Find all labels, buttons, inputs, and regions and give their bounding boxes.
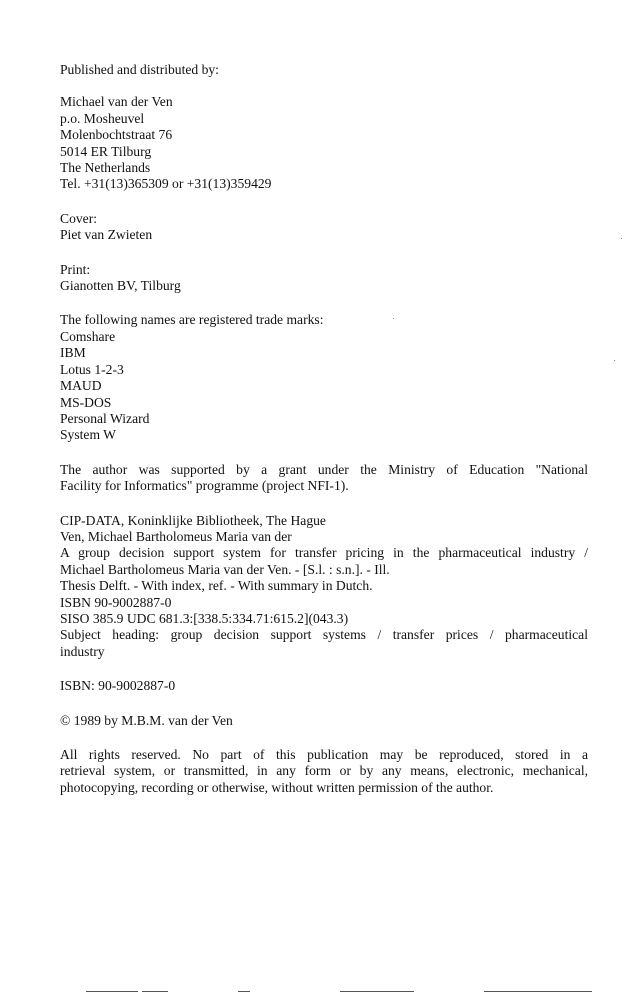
scan-speck bbox=[393, 318, 394, 319]
cip-line: Michael Bartholomeus Maria van der Ven. - [S.l. : s.n.]. - Ill. bbox=[60, 561, 390, 577]
trademark-item: Personal Wizard bbox=[60, 410, 150, 426]
cip-line: Subject heading: group decision support systems / transfer prices / pharmaceutical bbox=[60, 627, 588, 643]
publisher-city: 5014 ER Tilburg bbox=[60, 143, 152, 159]
publisher-telephone: Tel. +31(13)365309 or +31(13)359429 bbox=[60, 176, 272, 192]
trademark-item: MS-DOS bbox=[60, 394, 112, 410]
publisher-name: Michael van der Ven bbox=[60, 94, 173, 110]
scan-rule bbox=[86, 991, 138, 992]
cip-line: SISO 385.9 UDC 681.3:[338.5:334.71:615.2](043.3) bbox=[60, 610, 349, 626]
printer-name: Gianotten BV, Tilburg bbox=[60, 278, 181, 294]
copyright-line: © 1989 by M.B.M. van der Ven bbox=[60, 712, 233, 728]
scan-rule bbox=[484, 991, 592, 992]
print-section bbox=[60, 262, 588, 295]
colophon-page bbox=[60, 62, 588, 796]
publisher-country: The Netherlands bbox=[60, 160, 151, 176]
trademarks-section bbox=[60, 312, 588, 443]
trademark-item: Lotus 1-2-3 bbox=[60, 361, 124, 377]
cip-data-section bbox=[60, 513, 588, 661]
cip-line: Ven, Michael Bartholomeus Maria van der bbox=[60, 528, 292, 544]
publisher-po-box: p.o. Mosheuvel bbox=[60, 110, 145, 126]
scan-speck bbox=[621, 238, 622, 239]
rights-line-3: photocopying, recording or otherwise, without written permission of the author. bbox=[60, 779, 494, 795]
cover-section bbox=[60, 211, 588, 244]
publisher-street: Molenbochtstraat 76 bbox=[60, 127, 173, 143]
grant-line-1: The author was supported by a grant under the Ministry of Education "National bbox=[60, 461, 588, 477]
rights-line-2: retrieval system, or transmitted, in any form or by any means, electronic, mechanical, bbox=[60, 763, 588, 779]
grant-notice bbox=[60, 462, 588, 495]
publisher-section bbox=[60, 62, 588, 193]
cover-heading: Cover: bbox=[60, 210, 97, 226]
rights-notice bbox=[60, 747, 588, 796]
grant-line-2: Facility for Informatics" programme (project NFI-1). bbox=[60, 478, 349, 494]
cover-designer: Piet van Zwieten bbox=[60, 227, 153, 243]
print-heading: Print: bbox=[60, 261, 91, 277]
cip-line: A group decision support system for transfer pricing in the pharmaceutical industry / bbox=[60, 545, 588, 561]
trademark-item: Comshare bbox=[60, 328, 116, 344]
scan-rule bbox=[142, 991, 168, 992]
publisher-heading: Published and distributed by: bbox=[60, 62, 219, 77]
cip-line: Thesis Delft. - With index, ref. - With summary in Dutch. bbox=[60, 578, 373, 594]
cip-line: CIP-DATA, Koninklijke Bibliotheek, The Hague bbox=[60, 512, 326, 528]
trademark-item: IBM bbox=[60, 345, 86, 361]
rights-line-1: All rights reserved. No part of this publication may be reproduced, stored in a bbox=[60, 747, 588, 762]
trademark-item: MAUD bbox=[60, 378, 102, 394]
scan-rule bbox=[238, 991, 250, 992]
trademark-item: System W bbox=[60, 427, 117, 443]
cip-line: industry bbox=[60, 643, 105, 659]
scan-speck bbox=[614, 360, 615, 361]
scan-rule bbox=[340, 991, 414, 992]
cip-line: ISBN 90-9002887-0 bbox=[60, 594, 172, 610]
isbn-line: ISBN: 90-9002887-0 bbox=[60, 678, 176, 694]
trademarks-heading: The following names are registered trade marks: bbox=[60, 312, 324, 328]
